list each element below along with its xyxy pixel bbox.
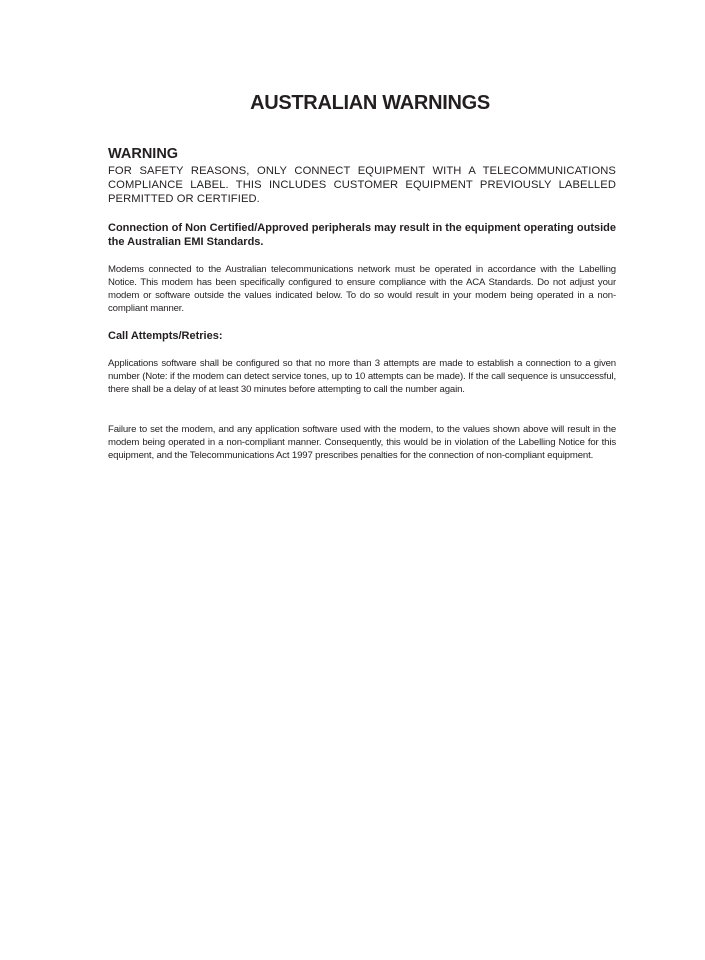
call-attempts-heading: Call Attempts/Retries:: [108, 330, 223, 342]
call-attempts-paragraph: Applications software shall be configured so that no more than 3 attempts are made to establish a connection to a given number (Note: if the modem can detect service tones, up to 10 attempts can be made). If the call sequence is unsuccessful, there shall be a delay of at least 30 minutes before attempting to call the number again.: [108, 358, 616, 395]
warning-text: FOR SAFETY REASONS, ONLY CONNECT EQUIPMENT WITH A TELECOMMUNICATIONS COMPLIANCE LABEL. THIS INCLUDES CUSTOMER EQUIPMENT PREVIOUSLY LABELLED PERMITTED OR CERTIFIED.: [108, 165, 616, 205]
warning-heading: WARNING: [108, 146, 179, 162]
emi-note: Connection of Non Certified/Approved peripherals may result in the equipment operating outside the Australian EMI Standards.: [108, 222, 616, 248]
failure-paragraph: Failure to set the modem, and any application software used with the modem, to the values shown above will result in the modem being operated in a non-compliant manner. Consequently, this would be in violation of the Labelling Notice for this equipment, and the Telecommunications Act 1997 prescribes penalties for the connection of non-compliant equipment.: [108, 424, 616, 461]
page-title: AUSTRALIAN WARNINGS: [250, 92, 490, 114]
modem-paragraph: Modems connected to the Australian telecommunications network must be operated in accordance with the Labelling Notice. This modem has been specifically configured to ensure compliance with the ACA Standards. Do not adjust your modem or software outside the values indicated below. To do so would result in your modem being operated in a non-compliant manner.: [108, 264, 616, 314]
